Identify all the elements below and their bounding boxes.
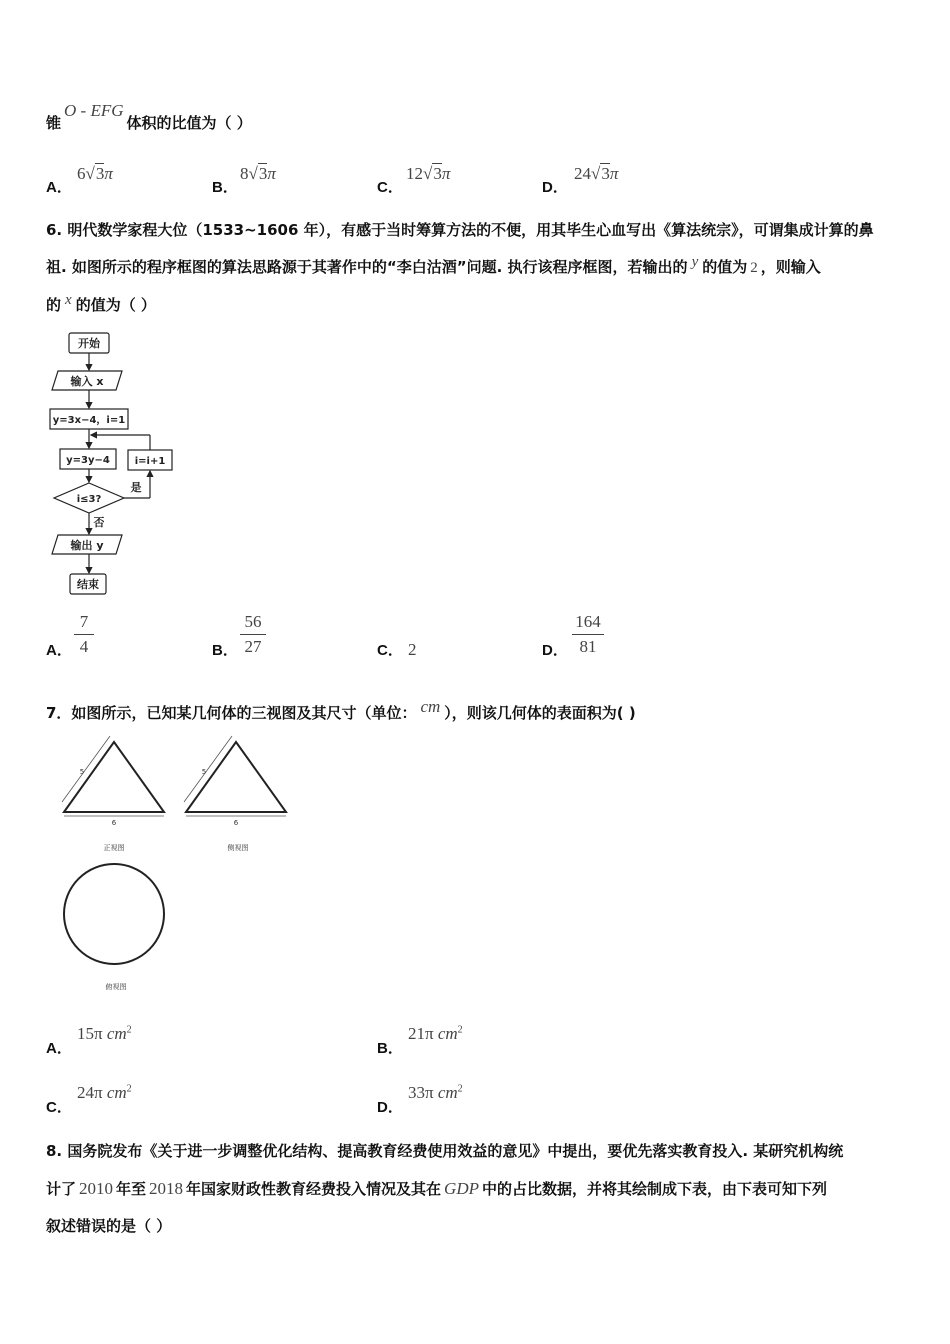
q6-option-a-value: $\frac{7}{4}$: [74, 612, 94, 657]
q5-option-d-value: 24√3π: [574, 164, 619, 183]
q8-line1: 8. 国务院发布《关于进一步调整优化结构、提高教育经费使用效益的意见》中提出，要优先落实教育投入. 某研究机构统: [46, 1142, 844, 1160]
flow-end-text: 结束: [77, 578, 99, 591]
q5-prefix: 锥: [46, 114, 62, 132]
q6-option-c-label[interactable]: C．: [377, 642, 403, 659]
q6-stem: [46, 212, 908, 325]
flow-input-text: 输入 x: [70, 375, 104, 388]
q5-suffix: 体积的比值为（ ）: [126, 114, 252, 132]
q7-option-d-value: 33π $cm^2$: [408, 1083, 463, 1102]
q5-option-b-value: 8√3π: [240, 164, 276, 183]
side-view-base-label: 6: [233, 819, 239, 827]
front-view-side-label: 5: [79, 768, 85, 776]
flow-no-label: 否: [93, 516, 105, 529]
q7-option-b-value: 21π $cm^2$: [408, 1024, 463, 1043]
q5-option-a-label[interactable]: A．: [46, 179, 72, 196]
side-view-side-label: 5: [201, 768, 207, 776]
q6-line1: 6. 明代数学家程大位（1533~1606 年），有感于当时筹算方法的不便，用其毕生心血写出《算法统宗》，可谓集成计算的鼻: [46, 221, 874, 239]
q7-option-a-value: 15π $cm^2$: [77, 1024, 132, 1043]
q7-stem: 7．如图所示，已知某几何体的三视图及其尺寸（单位： cm ），则该几何体的表面积为( ): [46, 697, 636, 722]
front-view-caption: 正视图: [103, 844, 125, 852]
q6-option-d-label[interactable]: D．: [542, 642, 568, 659]
flow-start-text: 开始: [78, 337, 100, 350]
q8-line2: 计了 2010 年至 2018 年国家财政性教育经费投入情况及其在 GDP 中的占比数据，并将其绘制成下表，由下表可知下列: [46, 1179, 828, 1198]
q5-option-a-value: 6√3π: [77, 164, 113, 183]
side-view-caption: 侧视图: [227, 844, 249, 852]
flow-update-i-text: i=i+1: [134, 456, 166, 467]
q7-option-c-label[interactable]: C．: [46, 1099, 72, 1116]
q5-option-c-value: 12√3π: [406, 164, 451, 183]
front-view-triangle: [64, 742, 164, 812]
side-view-triangle: [186, 742, 286, 812]
q6-option-b-value: $\frac{56}{27}$: [240, 612, 266, 657]
q7-option-d-label[interactable]: D．: [377, 1099, 403, 1116]
flow-init-text: y=3x−4，i=1: [52, 415, 126, 426]
q6-option-b-label[interactable]: B．: [212, 642, 238, 659]
q5-option-c-label[interactable]: C．: [377, 179, 403, 196]
flow-yes-label: 是: [130, 481, 142, 494]
q7-option-b-label[interactable]: B．: [377, 1040, 403, 1057]
flowchart: [44, 328, 194, 598]
q5-option-d-label[interactable]: D．: [542, 179, 568, 196]
q8-stem: [46, 1133, 908, 1245]
top-view-caption: 俯视图: [105, 983, 127, 991]
q5-stem: [46, 101, 252, 133]
q6-option-c-value: 2: [408, 640, 417, 659]
q6-option-a-label[interactable]: A．: [46, 642, 72, 659]
three-views: [54, 732, 304, 997]
q7-option-a-label[interactable]: A．: [46, 1040, 72, 1057]
q6-line3: 的 x 的值为（ ）: [46, 292, 156, 314]
front-view-base-label: 6: [111, 819, 117, 827]
q6-option-d-value: $\frac{164}{81}$: [572, 612, 604, 657]
q8-line3: 叙述错误的是（ ）: [46, 1217, 172, 1235]
q5-option-b-label[interactable]: B．: [212, 179, 238, 196]
q5-math: O - EFG: [64, 101, 124, 120]
q7-option-c-value: 24π $cm^2$: [77, 1083, 132, 1102]
flow-update-y-text: y=3y−4: [66, 455, 110, 466]
q6-line2: 祖. 如图所示的程序框图的算法思路源于其著作中的“李白沽酒”问题. 执行该程序框图，若输出的 y 的值为 2 ，则输入: [46, 254, 821, 276]
top-view-circle: [64, 864, 164, 964]
flow-output-text: 输出 y: [70, 539, 104, 552]
flow-condition-text: i≤3?: [76, 494, 102, 505]
